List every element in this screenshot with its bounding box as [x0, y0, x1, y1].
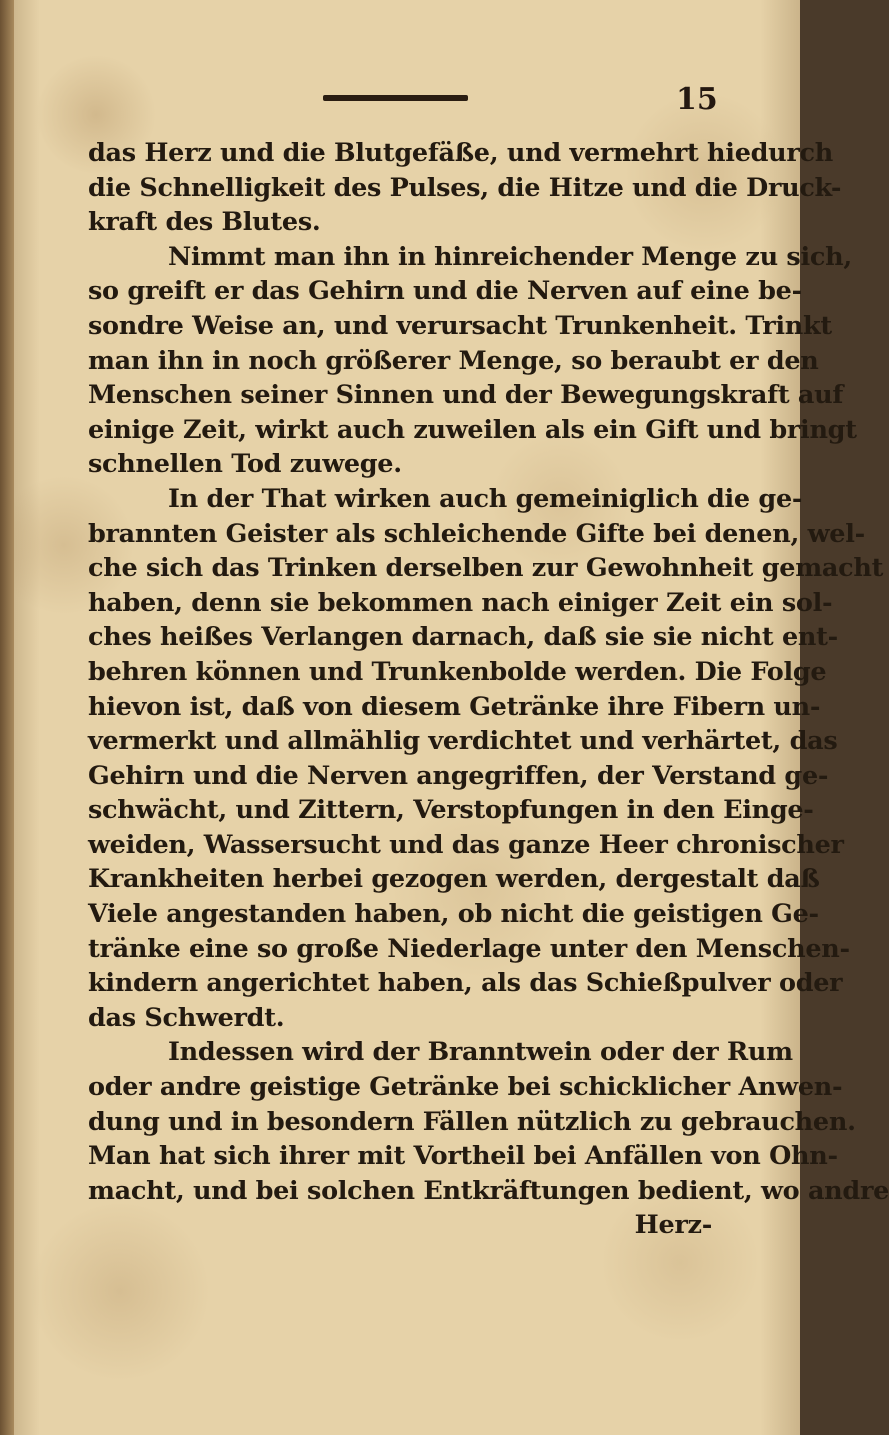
text-line: die Schnelligkeit des Pulses, die Hitze und die Druck-	[88, 172, 842, 203]
text-line: das Schwerdt.	[88, 1002, 285, 1033]
text-line: Nimmt man ihn in hinreichender Menge zu sich,	[168, 241, 852, 272]
text-line: so greift er das Gehirn und die Nerven auf eine be-	[88, 276, 802, 307]
text-line: einige Zeit, wirkt auch zuweilen als ein Gift und bringt	[88, 414, 857, 445]
text-line: Krankheiten herbei gezogen werden, dergestalt daß	[88, 864, 820, 895]
text-line: che sich das Trinken derselben zur Gewohnheit gemacht	[88, 553, 884, 584]
text-line: Menschen seiner Sinnen und der Bewegungskraft auf	[88, 380, 844, 411]
text-line: sondre Weise an, und verursacht Trunkenheit. Trinkt	[88, 310, 832, 341]
text-line: schwächt, und Zittern, Verstopfungen in den Einge-	[88, 795, 814, 826]
text-line: Gehirn und die Nerven angegriffen, der Verstand ge-	[88, 760, 829, 791]
catchword: Herz-	[634, 1210, 712, 1241]
header-rule	[323, 95, 468, 101]
text-line: kindern angerichtet haben, als das Schießpulver oder	[88, 968, 843, 999]
page-number: 15	[676, 82, 718, 117]
text-line: behren können und Trunkenbolde werden. Die Folge	[88, 656, 827, 687]
text-line: brannten Geister als schleichende Gifte bei denen, wel-	[88, 518, 865, 549]
text-line: weiden, Wassersucht und das ganze Heer chronischer	[88, 829, 844, 860]
text-line: ches heißes Verlangen darnach, daß sie sie nicht ent-	[88, 622, 838, 653]
text-line: Viele angestanden haben, ob nicht die geistigen Ge-	[88, 899, 819, 930]
text-line: schnellen Tod zuwege.	[88, 449, 402, 480]
text-line: dung und in besondern Fällen nützlich zu gebrauchen.	[88, 1106, 856, 1137]
text-line: macht, und bei solchen Entkräftungen bedient, wo andre	[88, 1175, 889, 1206]
body-text	[88, 136, 889, 1243]
text-line: das Herz und die Blutgefäße, und vermehrt hiedurch	[88, 138, 833, 168]
text-line: oder andre geistige Getränke bei schicklicher Anwen-	[88, 1072, 843, 1103]
text-line: kraft des Blutes.	[88, 207, 321, 238]
text-line: Man hat sich ihrer mit Vortheil bei Anfällen von Ohn-	[88, 1141, 838, 1172]
page-edge	[0, 0, 14, 1435]
text-line: hievon ist, daß von diesem Getränke ihre Fibern un-	[88, 691, 821, 722]
text-line: Indessen wird der Branntwein oder der Rum	[168, 1037, 793, 1068]
text-line: In der That wirken auch gemeiniglich die ge-	[168, 483, 803, 514]
text-line: man ihn in noch größerer Menge, so beraubt er den	[88, 345, 819, 376]
text-line: haben, denn sie bekommen nach einiger Zeit ein sol-	[88, 587, 833, 618]
text-line: tränke eine so große Niederlage unter den Menschen-	[88, 933, 850, 964]
text-line: vermerkt und allmählig verdichtet und verhärtet, das	[88, 726, 838, 757]
